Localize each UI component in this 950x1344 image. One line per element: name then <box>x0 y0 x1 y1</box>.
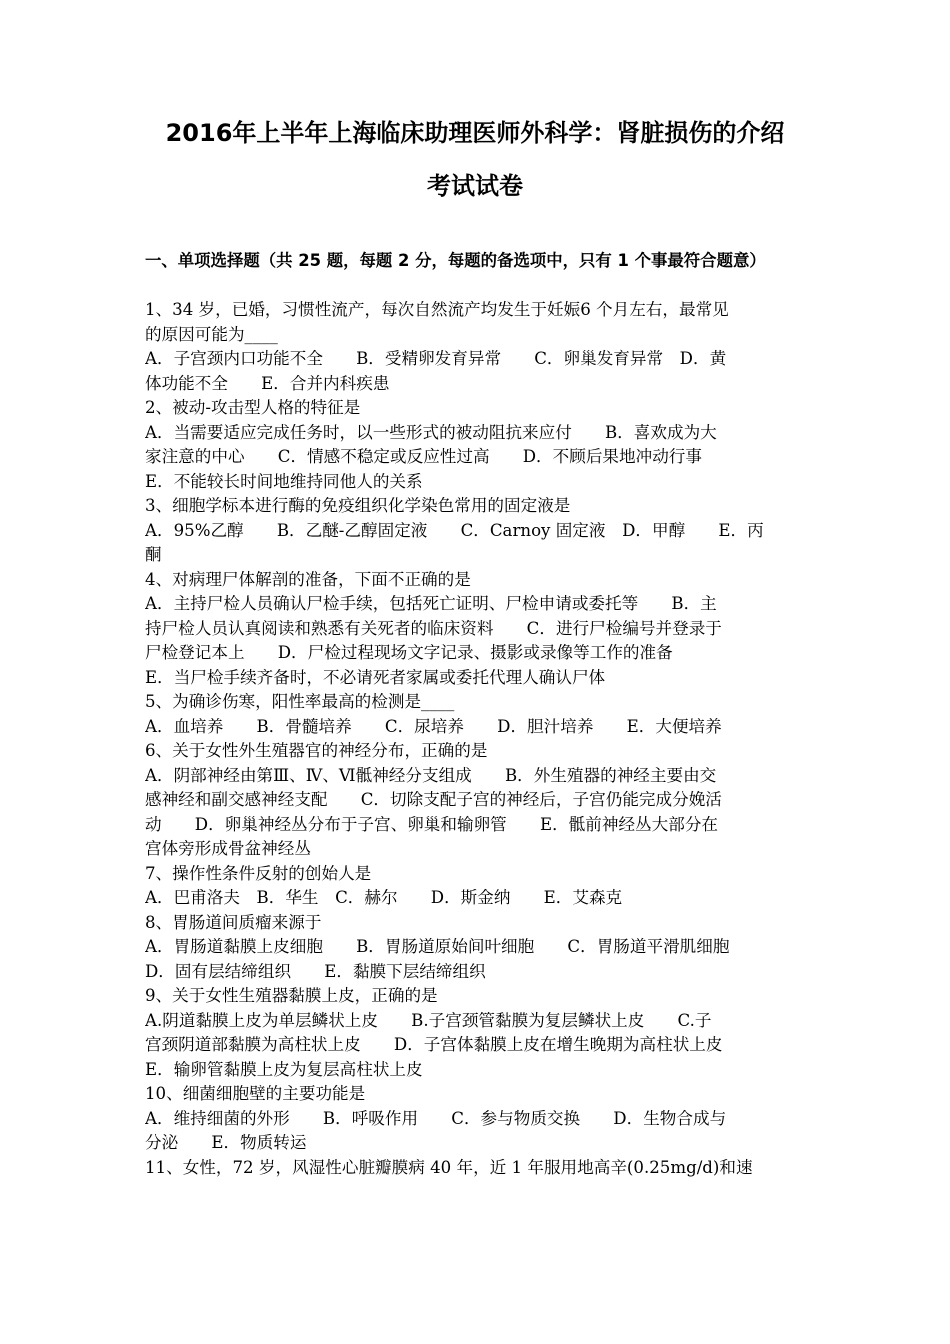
text-line: 4、对病理尸体解剖的准备，下面不正确的是 <box>145 569 471 589</box>
text-line: A．维持细菌的外形 B．呼吸作用 C．参与物质交换 D．生物合成与 <box>145 1108 727 1128</box>
text-line: 感神经和副交感神经支配 C．切除支配子宫的神经后，子宫仍能完成分娩活 <box>145 790 722 809</box>
text-line: E．当尸检手续齐备时，不必请死者家属或委托代理人确认尸体 <box>145 667 606 687</box>
text-line: 酮 <box>145 545 162 564</box>
text-line: 尸检登记本上 D．尸检过程现场文字记录、摄影或录像等工作的准备 <box>145 643 673 662</box>
question-list <box>145 298 810 1180</box>
text-line: A．当需要适应完成任务时，以一些形式的被动阻抗来应付 B．喜欢成为大 <box>145 422 717 442</box>
text-line: A．95%乙醇 B．乙醚-乙醇固定液 C．Carnoy 固定液 D．甲醇 E．丙 <box>145 520 764 540</box>
text-line: D．固有层结缔组织 E．黏膜下层结缔组织 <box>145 961 486 981</box>
text-line: 体功能不全 E．合并内科疾患 <box>145 373 390 393</box>
text-line: A．子宫颈内口功能不全 B．受精卵发育异常 C．卵巢发育异常 D．黄 <box>145 349 727 368</box>
text-line: 2、被动-攻击型人格的特征是 <box>145 398 361 417</box>
text-line: 3、细胞学标本进行酶的免疫组织化学染色常用的固定液是 <box>145 496 571 515</box>
text-line: 9、关于女性生殖器黏膜上皮，正确的是 <box>145 986 438 1005</box>
text-line: E．不能较长时间地维持同他人的关系 <box>145 471 423 491</box>
document-title-line-2: 考试试卷 <box>427 172 523 200</box>
text-line: A．主持尸检人员确认尸检手续，包括死亡证明、尸检申请或委托等 B．主 <box>145 594 717 613</box>
text-line: A．巴甫洛夫 B．华生 C．赫尔 D．斯金纳 E．艾森克 <box>145 888 623 907</box>
text-line: 宫颈阴道部黏膜为高柱状上皮 D．子宫体黏膜上皮在增生晚期为高柱状上皮 <box>145 1035 723 1054</box>
text-line: 6、关于女性外生殖器官的神经分布，正确的是 <box>145 741 488 760</box>
section-heading: 一、单项选择题（共 25 题，每题 2 分，每题的备选项中，只有 1 个事最符合题意） <box>145 251 766 270</box>
text-line: A．胃肠道黏膜上皮细胞 B．胃肠道原始间叶细胞 C．胃肠道平滑肌细胞 <box>145 937 730 956</box>
text-line: E．输卵管黏膜上皮为复层高柱状上皮 <box>145 1059 423 1079</box>
text-line: 的原因可能为____ <box>145 324 278 344</box>
text-line: 8、胃肠道间质瘤来源于 <box>145 912 322 932</box>
document-title-line-1: 2016年上半年上海临床助理医师外科学：肾脏损伤的介绍 <box>165 119 785 147</box>
text-line: 宫体旁形成骨盆神经丛 <box>145 839 311 858</box>
text-line: 动 D．卵巢神经丛分布于子宫、卵巢和输卵管 E．骶前神经丛大部分在 <box>145 814 719 834</box>
text-line: A．血培养 B．骨髓培养 C．尿培养 D．胆汁培养 E．大便培养 <box>145 716 722 736</box>
text-line: 7、操作性条件反射的创始人是 <box>145 863 372 883</box>
text-line: 家注意的中心 C．情感不稳定或反应性过高 D．不顾后果地冲动行事 <box>145 447 702 466</box>
text-line: 5、为确诊伤寒，阳性率最高的检测是____ <box>145 692 455 711</box>
text-line: A.阴道黏膜上皮为单层鳞状上皮 B.子宫颈管黏膜为复层鳞状上皮 C.子 <box>145 1010 712 1030</box>
text-line: 10、细菌细胞壁的主要功能是 <box>145 1084 366 1103</box>
text-line: A．阴部神经由第Ⅲ、Ⅳ、Ⅵ骶神经分支组成 B．外生殖器的神经主要由交 <box>145 765 717 785</box>
text-line: 持尸检人员认真阅读和熟悉有关死者的临床资料 C．进行尸检编号并登录于 <box>145 618 722 638</box>
text-line: 11、女性，72 岁，风湿性心脏瓣膜病 40 年，近 1 年服用地高辛(0.25mg/d)和速 <box>145 1157 753 1177</box>
text-line: 分泌 E．物质转运 <box>145 1133 307 1152</box>
text-line: 1、34 岁，已婚，习惯性流产，每次自然流产均发生于妊娠6 个月左右，最常见 <box>145 300 729 319</box>
